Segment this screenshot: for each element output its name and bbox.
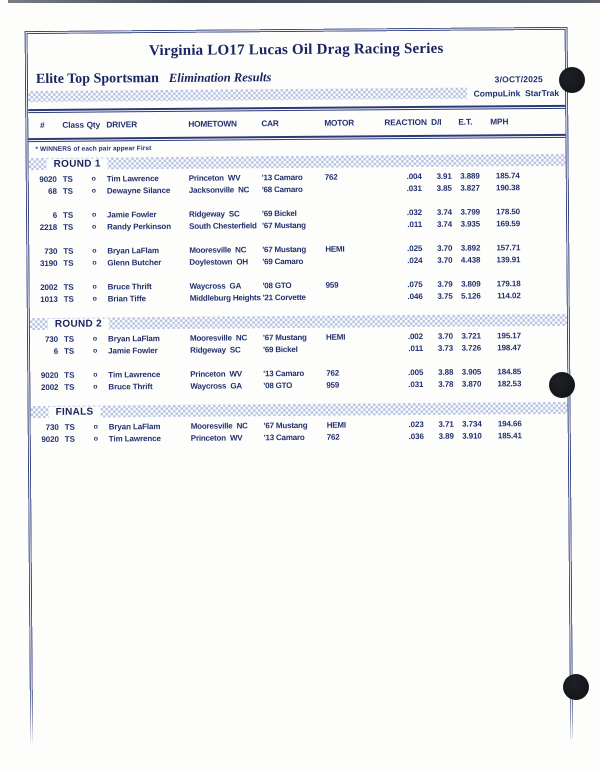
cell-reaction: .002 (407, 331, 424, 342)
cell-num: 6 (52, 210, 58, 220)
cell-class: TS (63, 246, 74, 256)
cell-car: '67 Mustang (262, 220, 306, 231)
cell-di: 3.89 (438, 431, 454, 441)
cell-class: TS (63, 258, 74, 268)
column-header-class: Class (62, 119, 84, 130)
column-header-qty: Qty (86, 119, 101, 130)
cell-motor (325, 255, 385, 267)
cell-driver: Brian Tiffe (107, 294, 147, 304)
cell-num: 730 (44, 246, 58, 256)
cell-di: 3.78 (438, 379, 454, 389)
cell-motor: 959 (326, 380, 340, 390)
cell-mph: 194.66 (497, 419, 522, 429)
cell-hometown: Princeton WV (188, 173, 241, 183)
cell-di: 3.70 (437, 255, 453, 265)
cell-di: 3.88 (438, 367, 454, 377)
column-header-et: E.T. (458, 116, 473, 127)
cell-num: 6 (53, 346, 59, 356)
column-header-reaction: REACTION (384, 116, 427, 128)
cell-mph: 179.18 (496, 279, 521, 289)
cell-mph: 178.50 (496, 207, 521, 217)
race-pair (31, 418, 568, 446)
cell-hometown: Doylestown OH (189, 257, 248, 267)
cell-car: '68 Camaro (261, 184, 303, 195)
cell-num: 730 (44, 334, 59, 344)
cell-car: '13 Camaro (263, 432, 305, 443)
cell-class: TS (63, 294, 74, 304)
cell-et: 3.726 (461, 343, 482, 353)
cell-qty: o (93, 423, 98, 431)
cell-driver: Tim Lawrence (108, 370, 161, 380)
cell-class: TS (64, 370, 75, 380)
cell-qty: o (92, 295, 97, 303)
cell-qty: o (91, 187, 96, 195)
cell-driver: Bruce Thrift (108, 382, 153, 392)
cell-hometown: Mooresville NC (189, 333, 248, 343)
cell-qty: o (93, 371, 98, 379)
section-label: FINALS (49, 407, 101, 419)
cell-qty: o (93, 435, 98, 443)
winners-note: * WINNERS of each pair appear First (35, 145, 152, 154)
hole-punch-icon (549, 372, 575, 398)
cell-num: 2218 (39, 222, 58, 232)
cell-qty: o (93, 383, 98, 391)
cell-hometown: Waycross GA (189, 281, 242, 291)
cell-di: 3.79 (437, 279, 453, 289)
cell-motor (325, 219, 385, 231)
cell-qty: o (92, 259, 97, 267)
cell-driver: Bruce Thrift (107, 282, 152, 292)
cell-car: '13 Camaro (261, 172, 303, 183)
cell-et: 3.734 (462, 419, 482, 429)
hole-punch-icon (559, 67, 585, 93)
cell-hometown: South Chesterfield (189, 221, 257, 231)
cell-class: TS (64, 422, 75, 432)
subtitle-row (28, 66, 565, 88)
cell-driver: Bryan LaFlam (107, 246, 160, 256)
cell-et: 3.721 (461, 331, 482, 341)
cell-motor (325, 183, 385, 195)
column-header-di: D/I (431, 116, 442, 127)
cell-di: 3.91 (436, 171, 452, 181)
cell-motor (326, 291, 386, 303)
cell-car: '67 Mustang (263, 420, 308, 431)
cell-di: 3.73 (437, 343, 454, 353)
cell-reaction: .036 (408, 431, 424, 442)
cell-class: TS (64, 382, 75, 392)
cell-class: TS (62, 174, 73, 184)
cell-reaction: .031 (406, 183, 422, 194)
cell-et: 3.799 (460, 207, 481, 217)
cell-car: '69 Bickel (261, 208, 297, 219)
cell-reaction: .023 (408, 419, 424, 430)
race-pair (29, 170, 566, 198)
cell-reaction: .024 (407, 255, 423, 266)
column-header-num: # (40, 119, 45, 130)
cell-di: 3.74 (436, 219, 453, 229)
section-band-round-2 (30, 314, 567, 330)
document (25, 27, 574, 743)
cell-driver: Tim Lawrence (106, 174, 159, 184)
cell-motor: 762 (324, 172, 338, 182)
column-header-hometown: HOMETOWN (188, 118, 237, 129)
cell-reaction: .046 (407, 291, 423, 302)
scan-edge-artifact (8, 0, 600, 3)
cell-num: 68 (48, 186, 57, 196)
cell-motor: HEMI (325, 244, 345, 254)
cell-et: 5.126 (461, 291, 481, 301)
cell-hometown: Mooresville NC (189, 245, 247, 255)
cell-num: 730 (45, 422, 59, 432)
cell-num: 3190 (39, 258, 58, 268)
cell-class: TS (63, 282, 74, 292)
cell-et: 3.889 (460, 171, 480, 181)
cell-motor: 762 (326, 368, 340, 378)
section-label: ROUND 2 (48, 318, 109, 330)
cell-class: TS (64, 346, 75, 356)
cell-motor: 762 (326, 432, 340, 442)
cell-reaction: .005 (408, 367, 424, 378)
cell-di: 3.71 (438, 419, 454, 429)
cell-car: '67 Mustang (262, 332, 307, 343)
cell-mph: 157.71 (496, 243, 521, 253)
cell-motor: HEMI (326, 420, 346, 430)
cell-num: 2002 (40, 382, 59, 392)
cell-hometown: Princeton WV (190, 369, 242, 379)
cell-et: 3.910 (462, 431, 482, 441)
race-pair (30, 330, 567, 358)
cell-car: '08 GTO (262, 281, 292, 291)
cell-car: '08 GTO (263, 381, 293, 391)
cell-reaction: .025 (407, 243, 423, 254)
timing-system-label: CompuLink StarTrak (473, 87, 560, 99)
cell-car: '67 Mustang (262, 244, 307, 255)
cell-reaction: .031 (408, 379, 424, 390)
report-type-title: Elimination Results (168, 70, 272, 85)
cell-num: 2002 (40, 282, 58, 292)
event-class-title: Elite Top Sportsman (35, 71, 159, 88)
column-header-row (28, 109, 565, 136)
cell-motor (326, 343, 386, 355)
cell-motor (325, 207, 385, 219)
subtitle-left (36, 68, 272, 88)
cell-qty: o (92, 283, 97, 291)
cell-qty: o (92, 223, 97, 231)
race-pair (30, 366, 567, 394)
results-sections (29, 154, 568, 446)
cell-class: TS (62, 186, 73, 196)
cell-driver: Dewayne Silance (106, 185, 171, 196)
cell-et: 3.870 (461, 379, 482, 389)
cell-mph: 139.91 (496, 255, 521, 265)
cell-car: '13 Camaro (263, 368, 305, 379)
cell-class: TS (64, 434, 75, 444)
scan-fade (0, 690, 600, 772)
column-header-car: CAR (261, 118, 279, 129)
cell-qty: o (92, 347, 98, 355)
cell-motor: HEMI (325, 332, 346, 342)
cell-hometown: Middleburg Heights (189, 293, 261, 303)
dotted-band (28, 88, 467, 102)
cell-mph: 198.47 (497, 343, 522, 353)
race-pair (29, 206, 566, 234)
cell-di: 3.85 (436, 183, 452, 193)
cell-hometown: Princeton WV (190, 433, 243, 443)
section-band-round-1 (29, 154, 566, 170)
cell-driver: Jamie Fowler (108, 346, 158, 356)
cell-driver: Tim Lawrence (108, 434, 161, 444)
cell-reaction: .004 (406, 171, 422, 182)
cell-et: 4.438 (460, 255, 481, 265)
cell-driver: Bryan LaFlam (108, 422, 161, 432)
cell-mph: 190.38 (495, 183, 520, 193)
cell-num: 9020 (39, 174, 57, 184)
cell-driver: Randy Perkinson (107, 221, 172, 232)
cell-mph: 114.02 (497, 291, 521, 301)
cell-di: 3.70 (437, 243, 453, 253)
cell-et: 3.905 (461, 367, 482, 377)
race-pair (30, 278, 567, 306)
cell-qty: o (92, 335, 98, 343)
cell-car: '21 Corvette (262, 292, 306, 303)
cell-mph: 185.74 (495, 171, 520, 181)
cell-class: TS (63, 334, 75, 344)
cell-reaction: .075 (407, 279, 423, 290)
column-header-driver: DRIVER (106, 119, 138, 130)
cell-hometown: Jacksonville NC (188, 185, 250, 195)
cell-hometown: Mooresville NC (190, 421, 248, 431)
cell-car: '69 Camaro (262, 256, 304, 267)
cell-num: 1013 (40, 294, 58, 304)
header-band-row (28, 87, 565, 102)
cell-driver: Glenn Butcher (107, 258, 162, 268)
cell-mph: 184.85 (497, 367, 522, 377)
cell-car: '69 Bickel (263, 344, 298, 355)
cell-di: 3.70 (437, 331, 454, 341)
hole-punch-icon (563, 674, 589, 700)
cell-et: 3.827 (460, 183, 480, 193)
cell-mph: 182.53 (497, 379, 522, 389)
cell-hometown: Ridgeway SC (190, 345, 241, 355)
cell-class: TS (62, 210, 74, 220)
cell-num: 9020 (40, 370, 59, 380)
cell-num: 9020 (41, 434, 59, 444)
cell-et: 3.935 (460, 219, 481, 229)
cell-motor: 959 (325, 280, 339, 290)
cell-mph: 185.41 (497, 431, 522, 441)
page-title: Virginia LO17 Lucas Oil Drag Racing Series (148, 40, 444, 60)
cell-qty: o (92, 247, 97, 255)
report-date: 3/OCT/2025 (494, 74, 544, 85)
cell-qty: o (91, 211, 97, 219)
cell-hometown: Ridgeway SC (188, 209, 240, 219)
cell-reaction: .011 (407, 219, 423, 230)
cell-di: 3.74 (436, 207, 453, 217)
race-pair (29, 242, 566, 270)
section-band-finals (31, 402, 568, 418)
cell-di: 3.75 (437, 291, 453, 301)
column-header-motor: MOTOR (324, 117, 355, 128)
cell-et: 3.892 (460, 243, 481, 253)
cell-driver: Bryan LaFlam (107, 334, 160, 344)
cell-mph: 195.17 (497, 331, 522, 341)
cell-et: 3.809 (461, 279, 481, 289)
cell-qty: o (91, 175, 96, 183)
cell-mph: 169.59 (496, 219, 521, 229)
cell-reaction: .032 (406, 207, 423, 218)
cell-reaction: .011 (408, 343, 424, 354)
cell-driver: Jamie Fowler (106, 210, 157, 220)
cell-class: TS (63, 222, 74, 232)
column-header-mph: MPH (490, 116, 509, 127)
cell-hometown: Waycross GA (190, 381, 242, 391)
section-label: ROUND 1 (47, 158, 108, 170)
